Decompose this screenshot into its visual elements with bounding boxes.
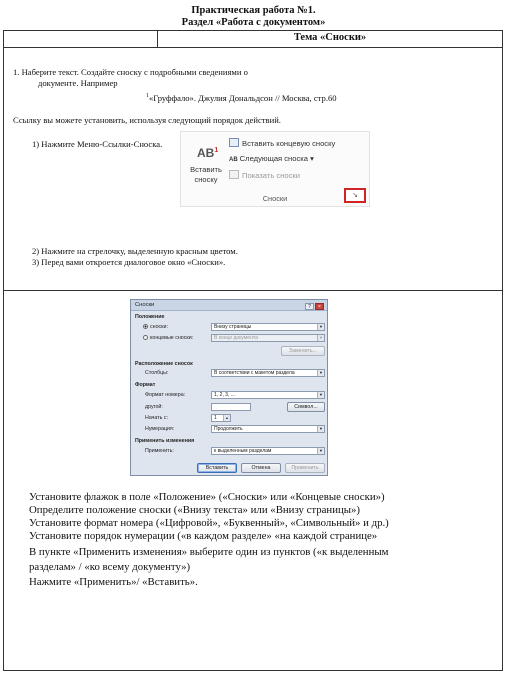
endnotes-position-value: В конце документа <box>214 335 258 341</box>
close-button[interactable]: × <box>315 303 324 310</box>
convert-button[interactable]: Заменить... <box>281 346 325 356</box>
topic-title: Тема «Сноски» <box>293 32 367 43</box>
instruction-4: Установите порядок нумерации («в каждом разделе» «на каждой странице» <box>29 530 378 542</box>
step-3: 3) Перед вами откроется диалоговое окно «Сноски». <box>32 257 226 267</box>
insert-button[interactable]: Вставить <box>197 463 237 473</box>
next-footnote-button[interactable] <box>229 154 314 163</box>
columns-select[interactable] <box>211 369 325 377</box>
apply-to-select[interactable] <box>211 447 325 455</box>
footnote-dialog <box>130 299 328 476</box>
start-at-value: 1 <box>214 415 217 421</box>
chevron-down-icon: ▼ <box>317 426 324 432</box>
dialog-launcher-icon: ↘ <box>352 192 358 199</box>
show-notes-label: Показать сноски <box>242 171 300 180</box>
endnotes-label: концевые сноски: <box>150 335 194 341</box>
chevron-down-icon: ▼ <box>317 335 324 341</box>
chevron-down-icon: ▼ <box>317 324 324 330</box>
step-2: 2) Нажмите на стрелочку, выделенную красным цветом. <box>32 246 238 256</box>
number-format-select[interactable] <box>211 391 325 399</box>
apply-to-label: Применить: <box>145 448 174 454</box>
footnotes-position-value: Внизу страницы <box>214 324 252 330</box>
chevron-down-icon: ▼ <box>317 392 324 398</box>
footnote-example <box>146 91 337 104</box>
number-format-value: 1, 2, 3, ... <box>214 392 235 398</box>
columns-label: Столбцы: <box>145 370 169 376</box>
numbering-select[interactable] <box>211 425 325 433</box>
start-at-label: Начать с: <box>145 415 169 421</box>
start-at-spinner[interactable] <box>211 414 231 422</box>
insert-footnote-icon <box>197 146 218 160</box>
apply-section: Применить изменения <box>135 438 195 444</box>
apply-button[interactable]: Применить <box>285 463 325 473</box>
chevron-down-icon: ▼ <box>317 370 324 376</box>
position-section: Положение <box>135 314 165 320</box>
footnotes-label: сноски: <box>150 324 168 330</box>
custom-mark-label: другой: <box>145 404 163 410</box>
endnote-icon <box>229 138 239 147</box>
insert-footnote-button[interactable] <box>187 165 225 185</box>
topic-row <box>4 31 502 48</box>
instruction-7: Нажмите «Применить»/ «Вставить». <box>29 576 198 588</box>
instruction-5: В пункте «Применить изменения» выберите один из пунктов («к выделенным <box>29 546 389 558</box>
instruction-2: Определите положение сноски («Внизу текста» или «Внизу страницы») <box>29 504 361 516</box>
help-button[interactable]: ? <box>305 303 314 310</box>
cancel-button[interactable]: Отмена <box>241 463 281 473</box>
symbol-button[interactable]: Символ... <box>287 402 325 412</box>
intro-text: Ссылку вы можете установить, используя следующий порядок действий. <box>13 115 281 125</box>
show-notes-button[interactable] <box>229 170 300 180</box>
step-1: 1) Нажмите Меню-Ссылки-Сноска. <box>32 139 163 149</box>
footnotes-position-select[interactable] <box>211 323 325 331</box>
insert-footnote-label-2: сноску <box>194 175 218 184</box>
radio-icon <box>143 335 148 340</box>
numbering-value: Продолжить <box>214 426 243 432</box>
instruction-3: Установите формат номера («Цифровой», «Буквенный», «Символьный» и др.) <box>29 517 389 529</box>
insert-footnote-icon-sup: 1 <box>214 147 219 154</box>
format-section: Формат <box>135 382 156 388</box>
spinner-arrows-icon: ▴ <box>223 415 230 421</box>
insert-endnote-button[interactable] <box>229 138 335 148</box>
dialog-launcher-button[interactable] <box>344 188 366 203</box>
columns-value: В соответствии с макетом раздела <box>214 370 295 376</box>
show-notes-icon <box>229 170 239 179</box>
next-footnote-icon: AB <box>229 157 238 163</box>
task-line-2: документе. Например <box>38 78 118 88</box>
endnotes-position-select[interactable] <box>211 334 325 342</box>
apply-to-value: к выделенным разделам <box>214 448 272 454</box>
insert-footnote-label-1: Вставить <box>190 165 222 174</box>
instruction-1: Установите флажок в поле «Положение» («Сноски» или «Концевые сноски») <box>29 491 385 503</box>
ribbon-footnotes-group <box>180 131 370 207</box>
custom-mark-input[interactable] <box>211 403 251 411</box>
task-line-1: 1. Наберите текст. Создайте сноску с подробными сведениями о <box>13 67 248 77</box>
layout-section: Расположение сносок <box>135 361 193 367</box>
footnote-mark: 1 <box>146 93 149 99</box>
dialog-title: Сноски <box>135 302 155 308</box>
titlebar-buttons <box>304 302 324 313</box>
footnote-example-text: «Груффало». Джулия Дональдсон // Москва, стр.60 <box>149 92 337 103</box>
insert-footnote-icon-text: AB <box>197 146 215 160</box>
footnotes-radio[interactable] <box>143 324 168 330</box>
ribbon-group-label: Сноски <box>262 194 288 203</box>
chevron-down-icon: ▼ <box>317 448 324 454</box>
page-subtitle: Раздел «Работа с документом» <box>181 17 326 28</box>
numbering-label: Нумерация: <box>145 426 175 432</box>
radio-selected-icon <box>143 324 148 329</box>
insert-endnote-label: Вставить концевую сноску <box>242 139 336 148</box>
row-divider <box>4 290 502 291</box>
page-title: Практическая работа №1. <box>191 5 316 16</box>
instruction-6: разделам» / «ко всему документу») <box>29 561 191 573</box>
endnotes-radio[interactable] <box>143 335 193 341</box>
next-footnote-label: Следующая сноска <box>239 154 308 163</box>
chevron-down-icon: ▾ <box>310 154 314 163</box>
number-format-label: Формат номера: <box>145 392 186 398</box>
dialog-titlebar <box>131 300 327 311</box>
